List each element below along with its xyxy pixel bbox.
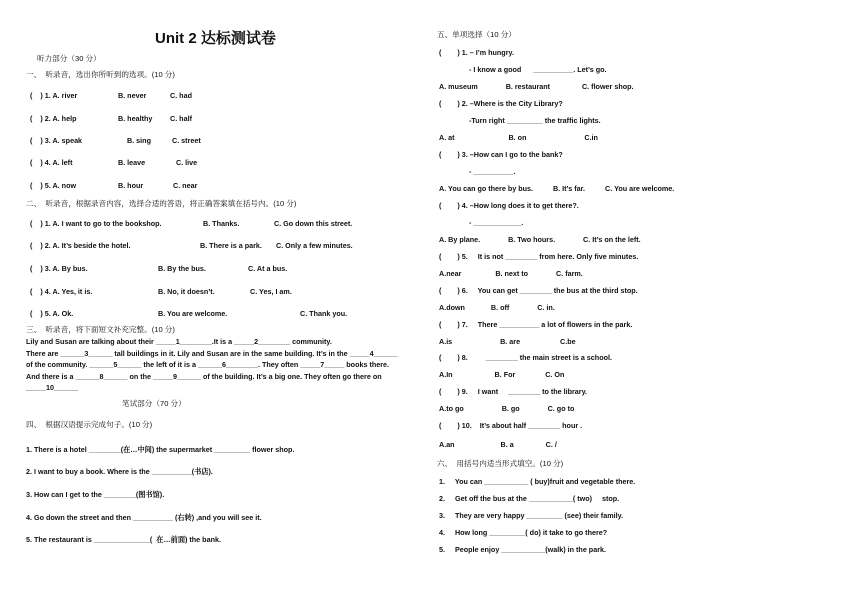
s5-line-13: ( ) 5. It is not ________ from here. Only five minutes.: [439, 252, 639, 261]
s2-item-5: ( ) 5. A. Ok.: [30, 309, 74, 318]
s5-line-10: ( ) 4. –How long does it to get there?.: [439, 201, 579, 210]
s3-line-5: _____10______: [26, 383, 78, 392]
s1-item-2-c: C. half: [170, 114, 192, 123]
s1-item-3-b: B. sing: [127, 136, 151, 145]
s5-line-19: ( ) 8. ________ the main street is a school.: [439, 353, 612, 362]
section-2-heading: 二、 听录音，根据录音内容，选择合适的答语，将正确答案填在括号内。(10 分): [26, 199, 297, 208]
section-3-heading: 三、 听录音，将下面短文补充完整。(10 分): [26, 325, 175, 334]
s4-item-3: 3. How can I get to the ________(图书馆).: [26, 490, 165, 499]
s2-item-4-b: B. No, it doesn’t.: [158, 287, 215, 296]
s5-line-23: ( ) 10. It’s about half ________ hour .: [439, 421, 583, 430]
s5-line-17: ( ) 7. There __________ a lot of flowers in the park.: [439, 320, 633, 329]
s1-item-3-c: C. street: [172, 136, 201, 145]
s2-item-2: ( ) 2. A. It’s beside the hotel.: [30, 241, 131, 250]
s2-item-3-b: B. By the bus.: [158, 264, 206, 273]
s5-line-7: ( ) 3. –How can I go to the bank?: [439, 150, 563, 159]
s5-line-12: A. By plane. B. Two hours. C. It’s on the left.: [439, 235, 641, 244]
s1-item-5: ( ) 5. A. now: [30, 181, 77, 190]
s6-item-1: 1. You can ___________ ( buy)fruit and vegetable there.: [439, 477, 636, 486]
s2-item-2-c: C. Only a few minutes.: [276, 241, 353, 250]
s6-item-2: 2. Get off the bus at the ___________( two) stop.: [439, 494, 620, 503]
written-header: 笔试部分（70 分）: [122, 399, 186, 408]
s5-line-1: ( ) 1. – I’m hungry.: [439, 48, 514, 57]
s5-line-16: A.down B. off C. in.: [439, 303, 555, 312]
s1-item-5-c: C. near: [173, 181, 198, 190]
s5-line-2: - I know a good __________. Let’s go.: [439, 65, 607, 74]
s5-line-6: A. at B. on C.in: [439, 133, 598, 142]
listening-header: 听力部分（30 分）: [37, 54, 101, 63]
page-title: Unit 2 达标测试卷: [155, 30, 276, 47]
s4-item-2: 2. I want to buy a book. Where is the __________(书店).: [26, 467, 213, 476]
s1-item-2: ( ) 2. A. help: [30, 114, 77, 123]
s5-line-21: ( ) 9. I want ________ to the library.: [439, 387, 588, 396]
s2-item-1-b: B. Thanks.: [203, 219, 240, 228]
s5-line-4: ( ) 2. –Where is the City Library?: [439, 99, 563, 108]
s1-item-1: ( ) 1. A. river: [30, 91, 78, 100]
s2-item-5-b: B. You are welcome.: [158, 309, 228, 318]
s5-line-22: A.to go B. go C. go to: [439, 404, 575, 413]
s2-item-4-c: C. Yes, I am.: [250, 287, 292, 296]
s5-line-14: A.near B. next to C. farm.: [439, 269, 583, 278]
s5-line-18: A.is B. are C.be: [439, 337, 576, 346]
s5-line-20: A.In B. For C. On: [439, 370, 565, 379]
s1-item-4-b: B. leave: [118, 158, 146, 167]
s3-line-3: of the community. ______5______ the left of it is a ______6________. They often _____7_____ books there.: [26, 360, 390, 369]
s5-line-8: - __________.: [439, 167, 516, 176]
s3-line-4: And there is a ______8______ on the _____9______ of the building. It’s a big one. They often go there on: [26, 372, 382, 381]
s1-item-1-c: C. had: [170, 91, 192, 100]
s6-item-4: 4. How long _________( do) it take to go there?: [439, 528, 608, 537]
s3-line-1: Lily and Susan are talking about their _____1________.It is a _____2________ community.: [26, 337, 332, 346]
s6-item-3: 3. They are very happy _________ (see) their family.: [439, 511, 624, 520]
s6-item-5: 5. People enjoy ___________(walk) in the park.: [439, 545, 606, 554]
section-4-heading: 四、 根据汉语提示完成句子。(10 分): [26, 420, 153, 429]
s3-line-2: There are ______3______ tall buildings in it. Lily and Susan are in the same building. It’s in the _____4______: [26, 349, 398, 358]
s4-item-4: 4. Go down the street and then __________ (右转) ,and you will see it.: [26, 513, 262, 522]
s5-line-15: ( ) 6. You can get ________ the bus at the third stop.: [439, 286, 638, 295]
s4-item-1: 1. There is a hotel ________(在…中间) the supermarket _________ flower shop.: [26, 445, 295, 454]
s2-item-4: ( ) 4. A. Yes, it is.: [30, 287, 93, 296]
s5-line-9: A. You can go there by bus. B. It’s far. C. You are welcome.: [439, 184, 675, 193]
s1-item-4-c: C. live: [176, 158, 198, 167]
section-1-heading: 一、 听录音，选出你所听到的选项。(10 分): [26, 70, 175, 79]
s5-line-3: A. museum B. restaurant C. flower shop.: [439, 82, 634, 91]
section-6-heading: 六、 用括号内适当形式填空。(10 分): [437, 459, 564, 468]
s1-item-4: ( ) 4. A. left: [30, 158, 73, 167]
s2-item-3: ( ) 3. A. By bus.: [30, 264, 88, 273]
s1-item-1-b: B. never: [118, 91, 147, 100]
s2-item-1: ( ) 1. A. I want to go to the bookshop.: [30, 219, 162, 228]
s2-item-1-c: C. Go down this street.: [274, 219, 353, 228]
s1-item-5-b: B. hour: [118, 181, 144, 190]
s5-line-5: -Turn right _________ the traffic lights.: [439, 116, 601, 125]
s2-item-5-c: C. Thank you.: [300, 309, 348, 318]
s4-item-5: 5. The restaurant is ______________( 在…前面) the bank.: [26, 535, 221, 544]
s1-item-3: ( ) 3. A. speak: [30, 136, 83, 145]
s5-line-11: - ____________.: [439, 218, 524, 227]
s2-item-2-b: B. There is a park.: [200, 241, 262, 250]
s2-item-3-c: C. At a bus.: [248, 264, 288, 273]
s5-line-24: A.an B. a C. /: [439, 440, 557, 449]
section-5-heading: 五、单项选择（10 分）: [437, 30, 516, 39]
s1-item-2-b: B. healthy: [118, 114, 153, 123]
